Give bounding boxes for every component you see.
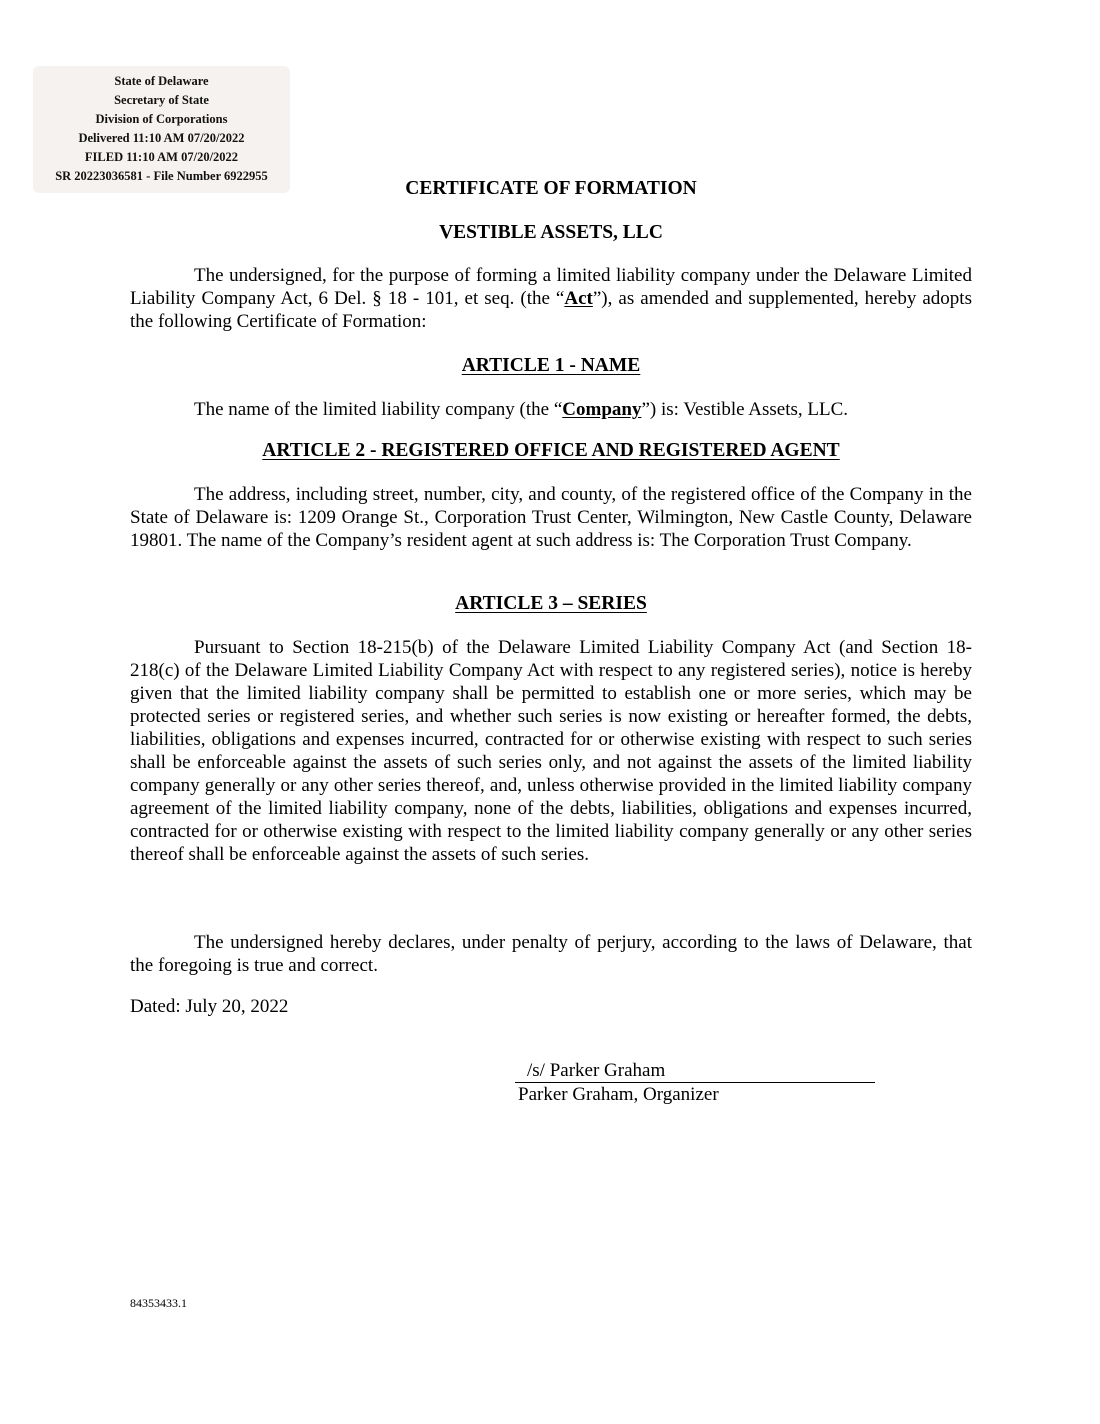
signature: /s/ Parker Graham — [527, 1060, 666, 1081]
intro-text: The undersigned, for the purpose of forming a limited liability company under the Delaware Limited Liability Company Act, 6 Del. § 18 - 101, et seq. (the “ — [130, 265, 972, 309]
article-3-heading: ARTICLE 3 – SERIES — [455, 593, 647, 614]
defined-term-act: Act — [564, 288, 593, 309]
article-1-text: The name of the limited liability company (the “ — [194, 399, 563, 420]
signer-name-title: Parker Graham, Organizer — [518, 1084, 719, 1105]
stamp-line: FILED 11:10 AM 07/20/2022 — [84, 150, 239, 164]
stamp-line: Delivered 11:10 AM 07/20/2022 — [78, 131, 245, 145]
document-title: CERTIFICATE OF FORMATION — [405, 178, 697, 199]
intro-paragraph — [130, 264, 972, 333]
document-number: 84353433.1 — [130, 1296, 187, 1310]
stamp-line: Division of Corporations — [95, 112, 228, 126]
defined-term-company: Company — [562, 399, 642, 420]
filing-stamp — [33, 66, 290, 193]
article-2-heading: ARTICLE 2 - REGISTERED OFFICE AND REGISTERED AGENT — [262, 440, 840, 461]
article-1-heading: ARTICLE 1 - NAME — [461, 355, 641, 376]
stamp-line: Secretary of State — [114, 93, 209, 107]
stamp-line: State of Delaware — [114, 74, 209, 88]
intro-text-cont: ”), as amended and supplemented, hereby adopts the following Certificate of Formation: — [130, 288, 972, 332]
signature-line — [515, 1082, 875, 1083]
dated-line: Dated: July 20, 2022 — [130, 996, 289, 1017]
stamp-line: SR 20223036581 - File Number 6922955 — [55, 169, 268, 183]
article-1-paragraph — [130, 398, 972, 421]
declaration-paragraph: The undersigned hereby declares, under penalty of perjury, according to the laws of Delaware, that the foregoing is true and correct. — [130, 932, 972, 976]
article-1-text-cont: ”) is: Vestible Assets, LLC. — [641, 399, 849, 420]
company-title: VESTIBLE ASSETS, LLC — [439, 222, 663, 243]
article-3-paragraph: Pursuant to Section 18-215(b) of the Delaware Limited Liability Company Act (and Section 18-218(c) of the Delaware Limited Liability Company Act with respect to any registered series), notice is hereby given that the limited liability company shall be permitted to establish one or more series, which may be protected series or registered series, and whether such series is now existing or hereafter formed, the debts, liabilities, obligations and expenses incurred, contracted for or otherwise existing with respect to such series shall be enforceable against the assets of such series only, and not against the assets of the limited liability company generally or any other series thereof, and, unless otherwise provided in the limited liability company agreement of the limited liability company, none of the debts, liabilities, obligations and expenses incurred, contracted for or otherwise existing with respect to the limited liability company generally or any other series thereof shall be enforceable against the assets of such series. — [130, 637, 972, 865]
article-2-paragraph: The address, including street, number, city, and county, of the registered office of the Company in the State of Delaware is: 1209 Orange St., Corporation Trust Center, Wilmington, New Castle County, Delaware 19801. The name of the Company’s resident agent at such address is: The Corporation Trust Company. — [130, 484, 972, 551]
